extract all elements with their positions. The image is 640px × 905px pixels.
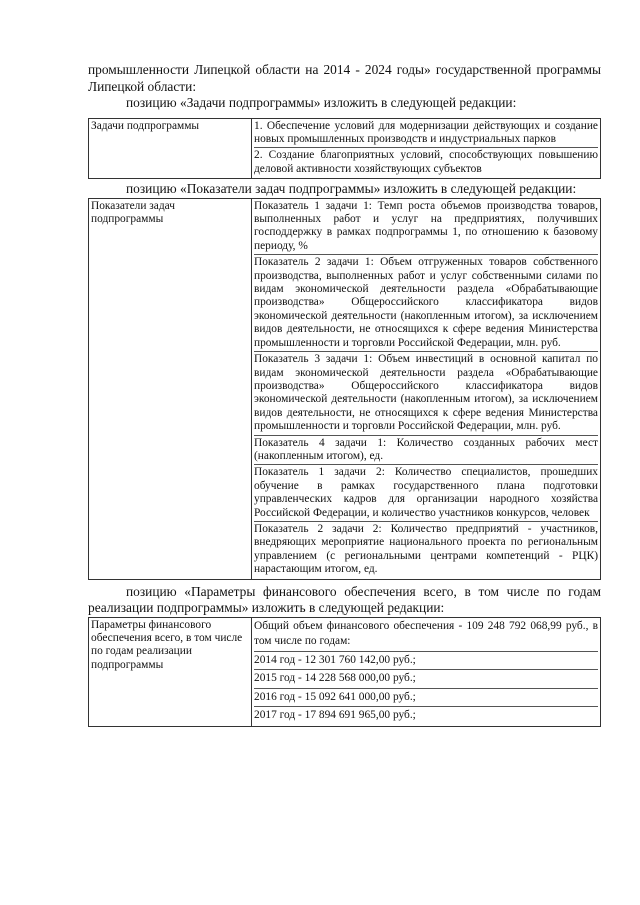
table-row — [89, 198, 601, 579]
section2-heading: позицию «Показатели задач подпрограммы» изложить в следующей редакции: — [126, 181, 577, 197]
list-item: 2017 год - 17 894 691 965,00 руб.; — [254, 709, 416, 722]
list-item: 2016 год - 15 092 641 000,00 руб.; — [254, 689, 598, 708]
tasks-label-cell: Задачи подпрограммы — [89, 118, 252, 179]
section1-heading: позицию «Задачи подпрограммы» изложить в следующей редакции: — [126, 95, 517, 110]
indicators-table — [88, 198, 601, 580]
indicators-value-cell — [252, 198, 601, 579]
list-item: 1. Обеспечение условий для модернизации действующих и создание новых промышленных производств и индустриальных парков — [254, 120, 598, 149]
list-item: Показатель 1 задачи 1: Темп роста объемов производства товаров, выполненных работ и услуг на предприятиях, получивших господдержку в рамках подпрограммы 1, по отношению к базовому периоду, % — [254, 200, 598, 256]
finance-value-cell — [252, 617, 601, 726]
intro-paragraph: промышленности Липецкой области на 2014 - 2024 годы» государственной программы Липецкой области: — [88, 62, 601, 94]
tasks-table — [88, 118, 601, 180]
finance-label-cell: Параметры финансового обеспечения всего, в том числе по годам реализации подпрограммы — [89, 617, 252, 726]
list-item: 2. Создание благоприятных условий, способствующих повышению деловой активности хозяйствующих субъектов — [254, 149, 598, 175]
finance-table — [88, 617, 601, 727]
indicators-label-cell: Показатели задач подпрограммы — [89, 198, 252, 579]
list-item: Показатель 4 задачи 1: Количество созданных рабочих мест (накопленным итогом), ед. — [254, 436, 598, 466]
table-row — [89, 617, 601, 726]
table-row — [89, 118, 601, 179]
section3-heading: позицию «Параметры финансового обеспечения всего, в том числе по годам реализации подпрограммы» изложить в следующей редакции: — [88, 583, 601, 616]
list-item: 2014 год - 12 301 760 142,00 руб.; — [254, 652, 598, 671]
document-page — [88, 62, 601, 727]
list-item: 2015 год - 14 228 568 000,00 руб.; — [254, 670, 598, 689]
list-item: Показатель 2 задачи 1: Объем отгруженных товаров собственного производства, выполненных работ и услуг собственными силами по видам экономической деятельности раздела «Обрабатывающие производства» Общероссийского классификатора видов экономической деятельности (накопленным итогом), за исключением видов деятельности, не относящихся к сфере ведения Министерства промышленности и торговли Российской Федерации, млн. руб. — [254, 255, 598, 352]
list-item: Показатель 3 задачи 1: Объем инвестиций в основной капитал по видам экономической деятельности раздела «Обрабатывающие производства» Общероссийского классификатора видов экономической деятельности (накопленным итогом), за исключением видов деятельности, не относящихся к сфере ведения Министерства промышленности и торговли Российской Федерации, млн. руб. — [254, 352, 598, 435]
list-item: Показатель 1 задачи 2: Количество специалистов, прошедших обучение в рамках государственного плана подготовки управленческих кадров для организации народного хозяйства Российской Федерации, и количество участников конкурсов, человек — [254, 465, 598, 522]
list-item: Показатель 2 задачи 2: Количество предприятий - участников, внедряющих мероприятие национального проекта по региональным управлением (с региональными центрами компетенций - РЦК) нарастающим итогом, ед. — [254, 522, 598, 576]
list-item: Общий объем финансового обеспечения - 109 248 792 068,99 руб., в том числе по годам: — [254, 619, 598, 652]
tasks-value-cell — [252, 118, 601, 179]
